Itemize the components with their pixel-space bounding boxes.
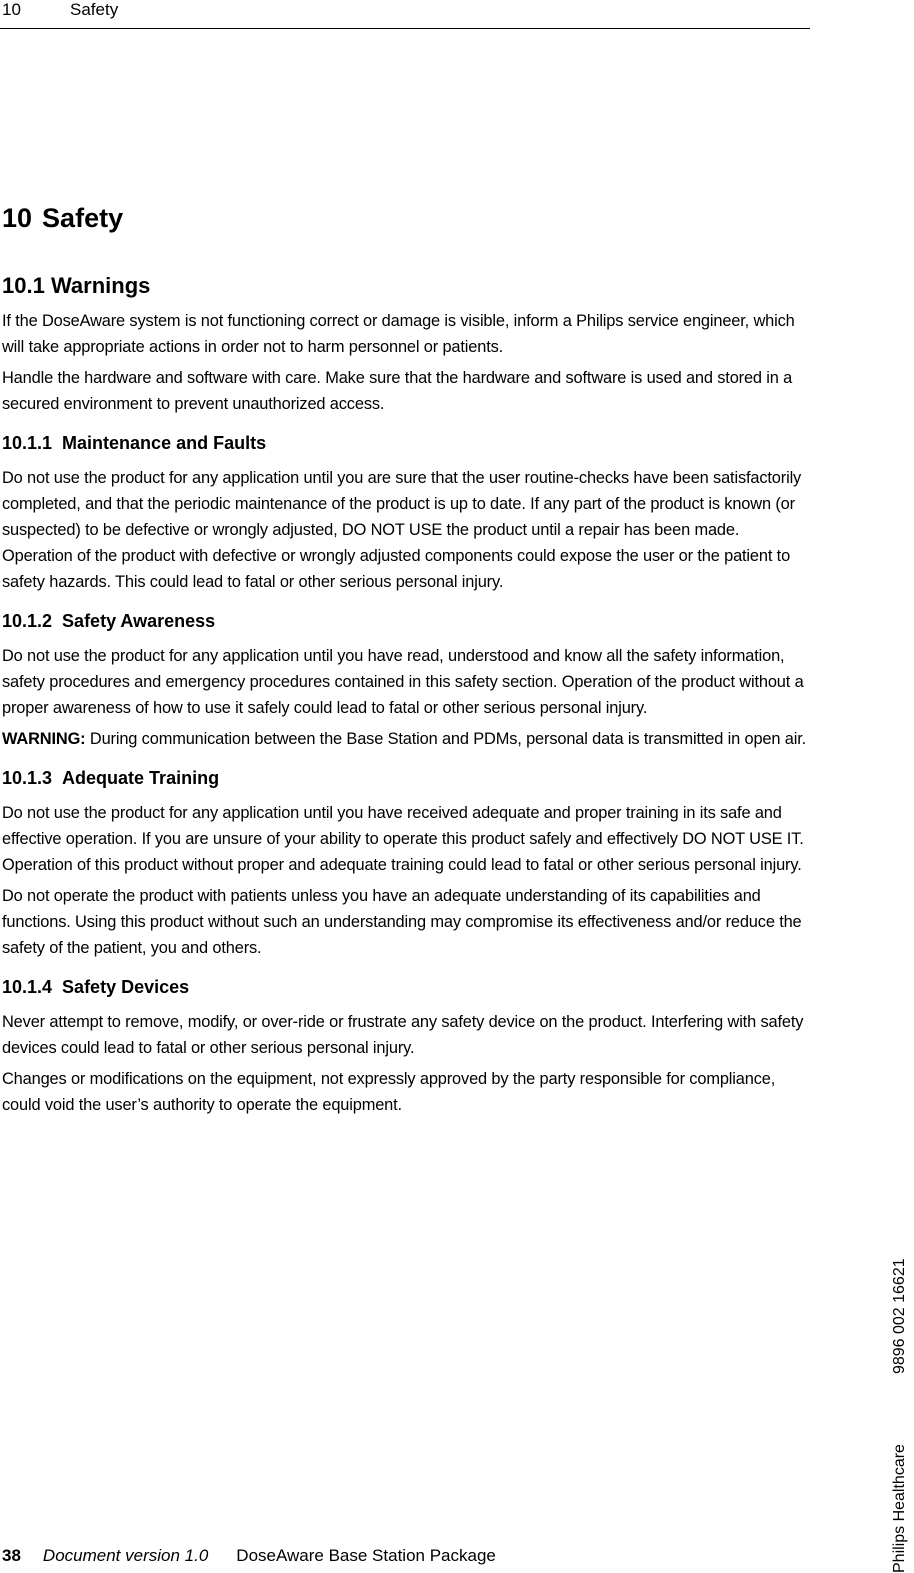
subsection-title: Adequate Training — [62, 768, 220, 788]
subsection-number: 10.1.2 — [2, 611, 53, 631]
subsection-title: Maintenance and Faults — [62, 433, 267, 453]
paragraph: Handle the hardware and software with care. Make sure that the hardware and software is used and stored in a secured environment to prevent unauthorized access. — [2, 369, 793, 413]
document-code: 9896 002 16621 — [891, 1258, 908, 1375]
subsection-heading — [2, 609, 814, 633]
paragraph: Do not use the product for any application until you are sure that the user routine-checks have been satisfactorily completed, and that the periodic maintenance of the product is up to date. If any part of the product is known (or suspected) to be defective or wrongly adjusted, DO NOT USE the product until a repair has been made. Operation of the product with defective or wrongly adjusted components could expose the user or the patient to safety hazards. This could lead to fatal or other serious personal injury. — [2, 469, 802, 591]
document-version: Document version 1.0 — [42, 1546, 209, 1565]
paragraph: If the DoseAware system is not functioning correct or damage is visible, inform a Philips service engineer, which will take appropriate actions in order not to harm personnel or patients. — [2, 312, 795, 356]
page-content — [2, 198, 814, 1123]
subsection-number: 10.1.1 — [2, 433, 53, 453]
subsection-heading — [2, 431, 814, 455]
paragraph: Do not operate the product with patients unless you have an adequate understanding of its capabilities and functions. Using this product without such an understanding may compromise its effectiveness and/or reduce the safety of the patient, you and others. — [2, 887, 802, 957]
header-chapter-number: 10 — [2, 0, 21, 19]
company-name: Philips Healthcare — [891, 1444, 908, 1573]
side-label — [890, 1258, 910, 1573]
section-title: Warnings — [50, 273, 151, 298]
subsection-number: 10.1.3 — [2, 768, 53, 788]
chapter-number: 10 — [2, 203, 33, 233]
subsection-title: Safety Devices — [62, 977, 190, 997]
chapter-title: Safety — [42, 203, 124, 233]
paragraph: Changes or modifications on the equipment, not expressly approved by the party responsible for compliance, could void the user’s authority to operate the equipment. — [2, 1070, 776, 1114]
subsection-number: 10.1.4 — [2, 977, 53, 997]
warning-text: During communication between the Base Station and PDMs, personal data is transmitted in open air. — [89, 730, 807, 748]
paragraph: Do not use the product for any application until you have received adequate and proper training in its safe and effective operation. If you are unsure of your ability to operate this product safely and effectively DO NOT USE IT. Operation of this product without proper and adequate training could lead to fatal or other serious personal injury. — [2, 804, 804, 874]
warning-paragraph — [2, 726, 814, 752]
running-header — [0, 0, 810, 29]
header-chapter-title: Safety — [70, 0, 119, 19]
paragraph: Never attempt to remove, modify, or over-ride or frustrate any safety device on the product. Interfering with safety devices could lead to fatal or other serious personal injury. — [2, 1013, 804, 1057]
product-name: DoseAware Base Station Package — [236, 1546, 496, 1565]
section-number: 10.1 — [2, 273, 45, 298]
paragraph: Do not use the product for any application until you have read, understood and know all the safety information, safety procedures and emergency procedures contained in this safety section. Operation of the product without a proper awareness of how to use it safely could lead to fatal or other serious personal injury. — [2, 647, 804, 717]
subsection-title: Safety Awareness — [62, 611, 216, 631]
page-number: 38 — [2, 1546, 21, 1565]
warning-label: WARNING: — [2, 730, 86, 748]
chapter-heading — [2, 198, 814, 238]
subsection-heading — [2, 766, 814, 790]
section-heading — [2, 272, 814, 300]
subsection-heading — [2, 975, 814, 999]
page-footer — [2, 1544, 496, 1568]
